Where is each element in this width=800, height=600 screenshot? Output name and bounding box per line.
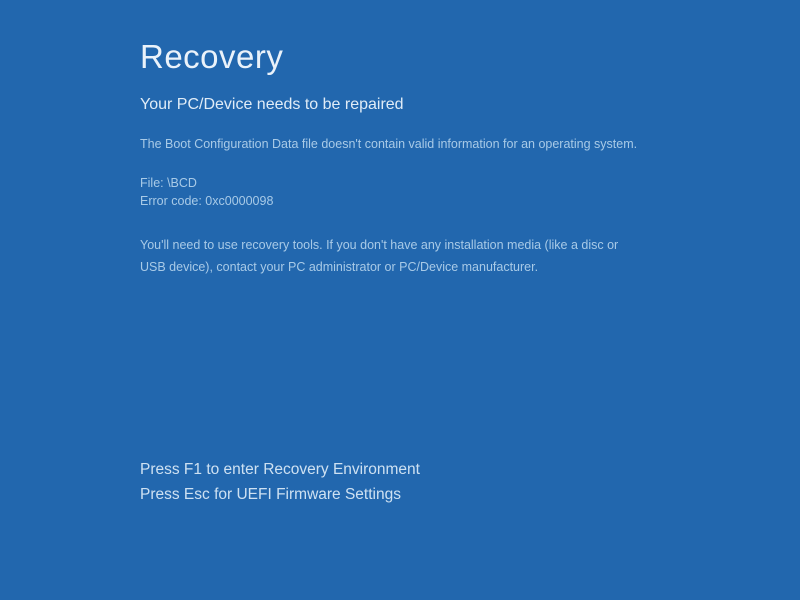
file-label: File: \BCD (140, 175, 197, 190)
recovery-instructions: You'll need to use recovery tools. If you don't have any installation media (like a disc or USB device), contact your PC administrator or PC/Device manufacturer. (140, 237, 619, 274)
error-code-label: Error code: 0xc0000098 (140, 193, 274, 208)
press-f1-option: Press F1 to enter Recovery Environment (140, 461, 420, 478)
page-title: Recovery (140, 38, 284, 75)
repair-subtitle: Your PC/Device needs to be repaired (140, 95, 404, 113)
recovery-content (140, 38, 700, 278)
error-description: The Boot Configuration Data file doesn't contain valid information for an operating system. (140, 136, 638, 151)
press-esc-option: Press Esc for UEFI Firmware Settings (140, 486, 401, 503)
key-press-options (140, 457, 420, 507)
error-details (140, 174, 700, 210)
